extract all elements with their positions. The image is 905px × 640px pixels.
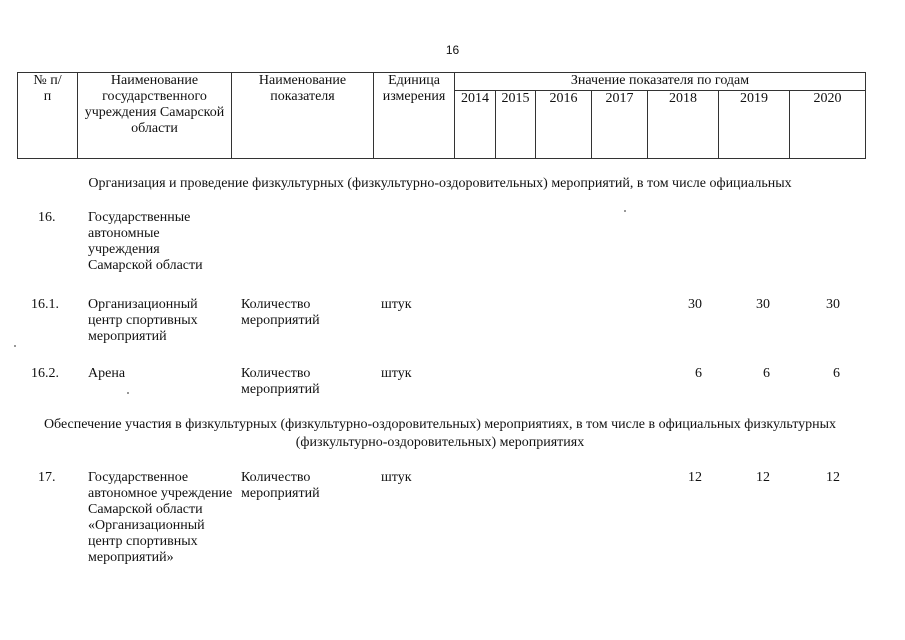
row-indicator: Количество мероприятий (241, 297, 320, 328)
header-year: 2019 (719, 91, 790, 159)
section-heading: Организация и проведение физкультурных (физкультурно-оздоровительных) мероприятий, в том числе официальных (88, 176, 792, 191)
header-unit: Единица измерения (374, 73, 455, 159)
header-values-title: Значение показателя по годам (455, 73, 866, 91)
row-num: 16. (38, 210, 56, 225)
section-heading: Обеспечение участия в физкультурных (физкультурно-оздоровительных) мероприятиях, в том числе в официальных физкультурных (физкультурно-оздоровительных) мероприятиях (43, 417, 837, 450)
header-num: № п/п (18, 73, 78, 159)
row-num: 17. (38, 470, 56, 485)
row-indicator: Количество мероприятий (241, 366, 320, 397)
header-table (17, 72, 866, 159)
row-unit: штук (381, 366, 412, 381)
page-number: 16 (445, 43, 460, 57)
row-value-2019: 30 (756, 297, 770, 312)
row-institution: Организационный центр спортивных мероприятий (88, 297, 198, 344)
scan-speck (14, 345, 16, 347)
header-year: 2016 (536, 91, 592, 159)
scan-speck (127, 392, 129, 394)
row-indicator: Количество мероприятий (241, 470, 320, 501)
row-institution: Арена (88, 366, 126, 381)
row-value-2020: 12 (826, 470, 840, 485)
header-indicator: Наименование показателя (232, 73, 374, 159)
header-year: 2018 (648, 91, 719, 159)
scan-speck (624, 210, 626, 212)
header-institution: Наименование государственного учреждения Самарской области (78, 73, 232, 159)
row-value-2020: 30 (826, 297, 840, 312)
row-value-2020: 6 (833, 366, 840, 381)
row-unit: штук (381, 470, 412, 485)
row-num: 16.1. (31, 297, 59, 312)
header-year: 2015 (496, 91, 536, 159)
row-value-2019: 6 (763, 366, 770, 381)
row-value-2019: 12 (756, 470, 770, 485)
row-num: 16.2. (31, 366, 59, 381)
header-year: 2014 (455, 91, 496, 159)
row-unit: штук (381, 297, 412, 312)
row-institution: Государственное автономное учреждение Самарской области «Организационный центр спортивных мероприятий» (88, 470, 233, 565)
row-institution: Государственные автономные учреждения Самарской области (88, 210, 203, 273)
row-value-2018: 30 (688, 297, 702, 312)
row-value-2018: 12 (688, 470, 702, 485)
header-year: 2020 (790, 91, 866, 159)
header-year: 2017 (592, 91, 648, 159)
row-value-2018: 6 (695, 366, 702, 381)
